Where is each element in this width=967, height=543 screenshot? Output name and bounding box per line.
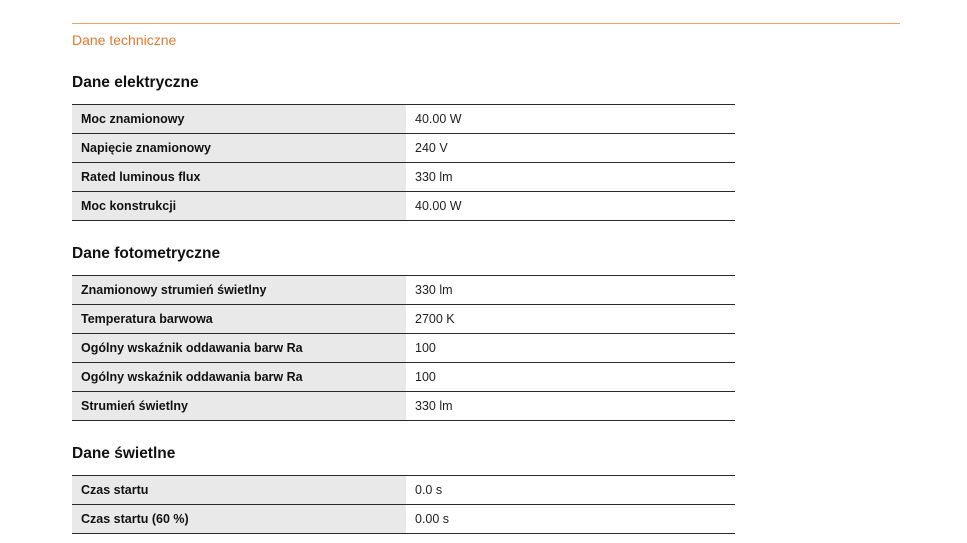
top-divider — [72, 23, 900, 24]
row-key: Moc konstrukcji — [72, 192, 406, 221]
row-value: 100 — [406, 334, 735, 363]
section-label: Dane techniczne — [72, 32, 177, 48]
table-electrical — [72, 104, 735, 221]
row-key: Napięcie znamionowy — [72, 134, 406, 163]
row-key: Czas startu — [72, 476, 406, 505]
table-row — [72, 476, 735, 505]
heading-electrical: Dane elektryczne — [72, 74, 199, 91]
table-row — [72, 105, 735, 134]
row-value: 330 lm — [406, 392, 735, 421]
row-value: 240 V — [406, 134, 735, 163]
table-row — [72, 192, 735, 221]
row-value: 330 lm — [406, 163, 735, 192]
row-value: 100 — [406, 363, 735, 392]
row-key: Rated luminous flux — [72, 163, 406, 192]
row-key: Czas startu (60 %) — [72, 505, 406, 534]
table-row — [72, 163, 735, 192]
table-row — [72, 392, 735, 421]
row-value: 40.00 W — [406, 192, 735, 221]
table-photometric — [72, 275, 735, 421]
table-row — [72, 276, 735, 305]
table-row — [72, 505, 735, 534]
row-value: 2700 K — [406, 305, 735, 334]
row-key: Moc znamionowy — [72, 105, 406, 134]
row-key: Ogólny wskaźnik oddawania barw Ra — [72, 363, 406, 392]
row-key: Ogólny wskaźnik oddawania barw Ra — [72, 334, 406, 363]
row-value: 0.00 s — [406, 505, 735, 534]
table-row — [72, 334, 735, 363]
heading-photometric: Dane fotometryczne — [72, 245, 221, 262]
row-value: 330 lm — [406, 276, 735, 305]
table-row — [72, 134, 735, 163]
table-row — [72, 305, 735, 334]
table-row — [72, 363, 735, 392]
row-key: Temperatura barwowa — [72, 305, 406, 334]
row-value: 0.0 s — [406, 476, 735, 505]
row-key: Strumień świetlny — [72, 392, 406, 421]
heading-lighting: Dane świetlne — [72, 445, 176, 462]
table-lighting — [72, 475, 735, 534]
row-value: 40.00 W — [406, 105, 735, 134]
row-key: Znamionowy strumień świetlny — [72, 276, 406, 305]
